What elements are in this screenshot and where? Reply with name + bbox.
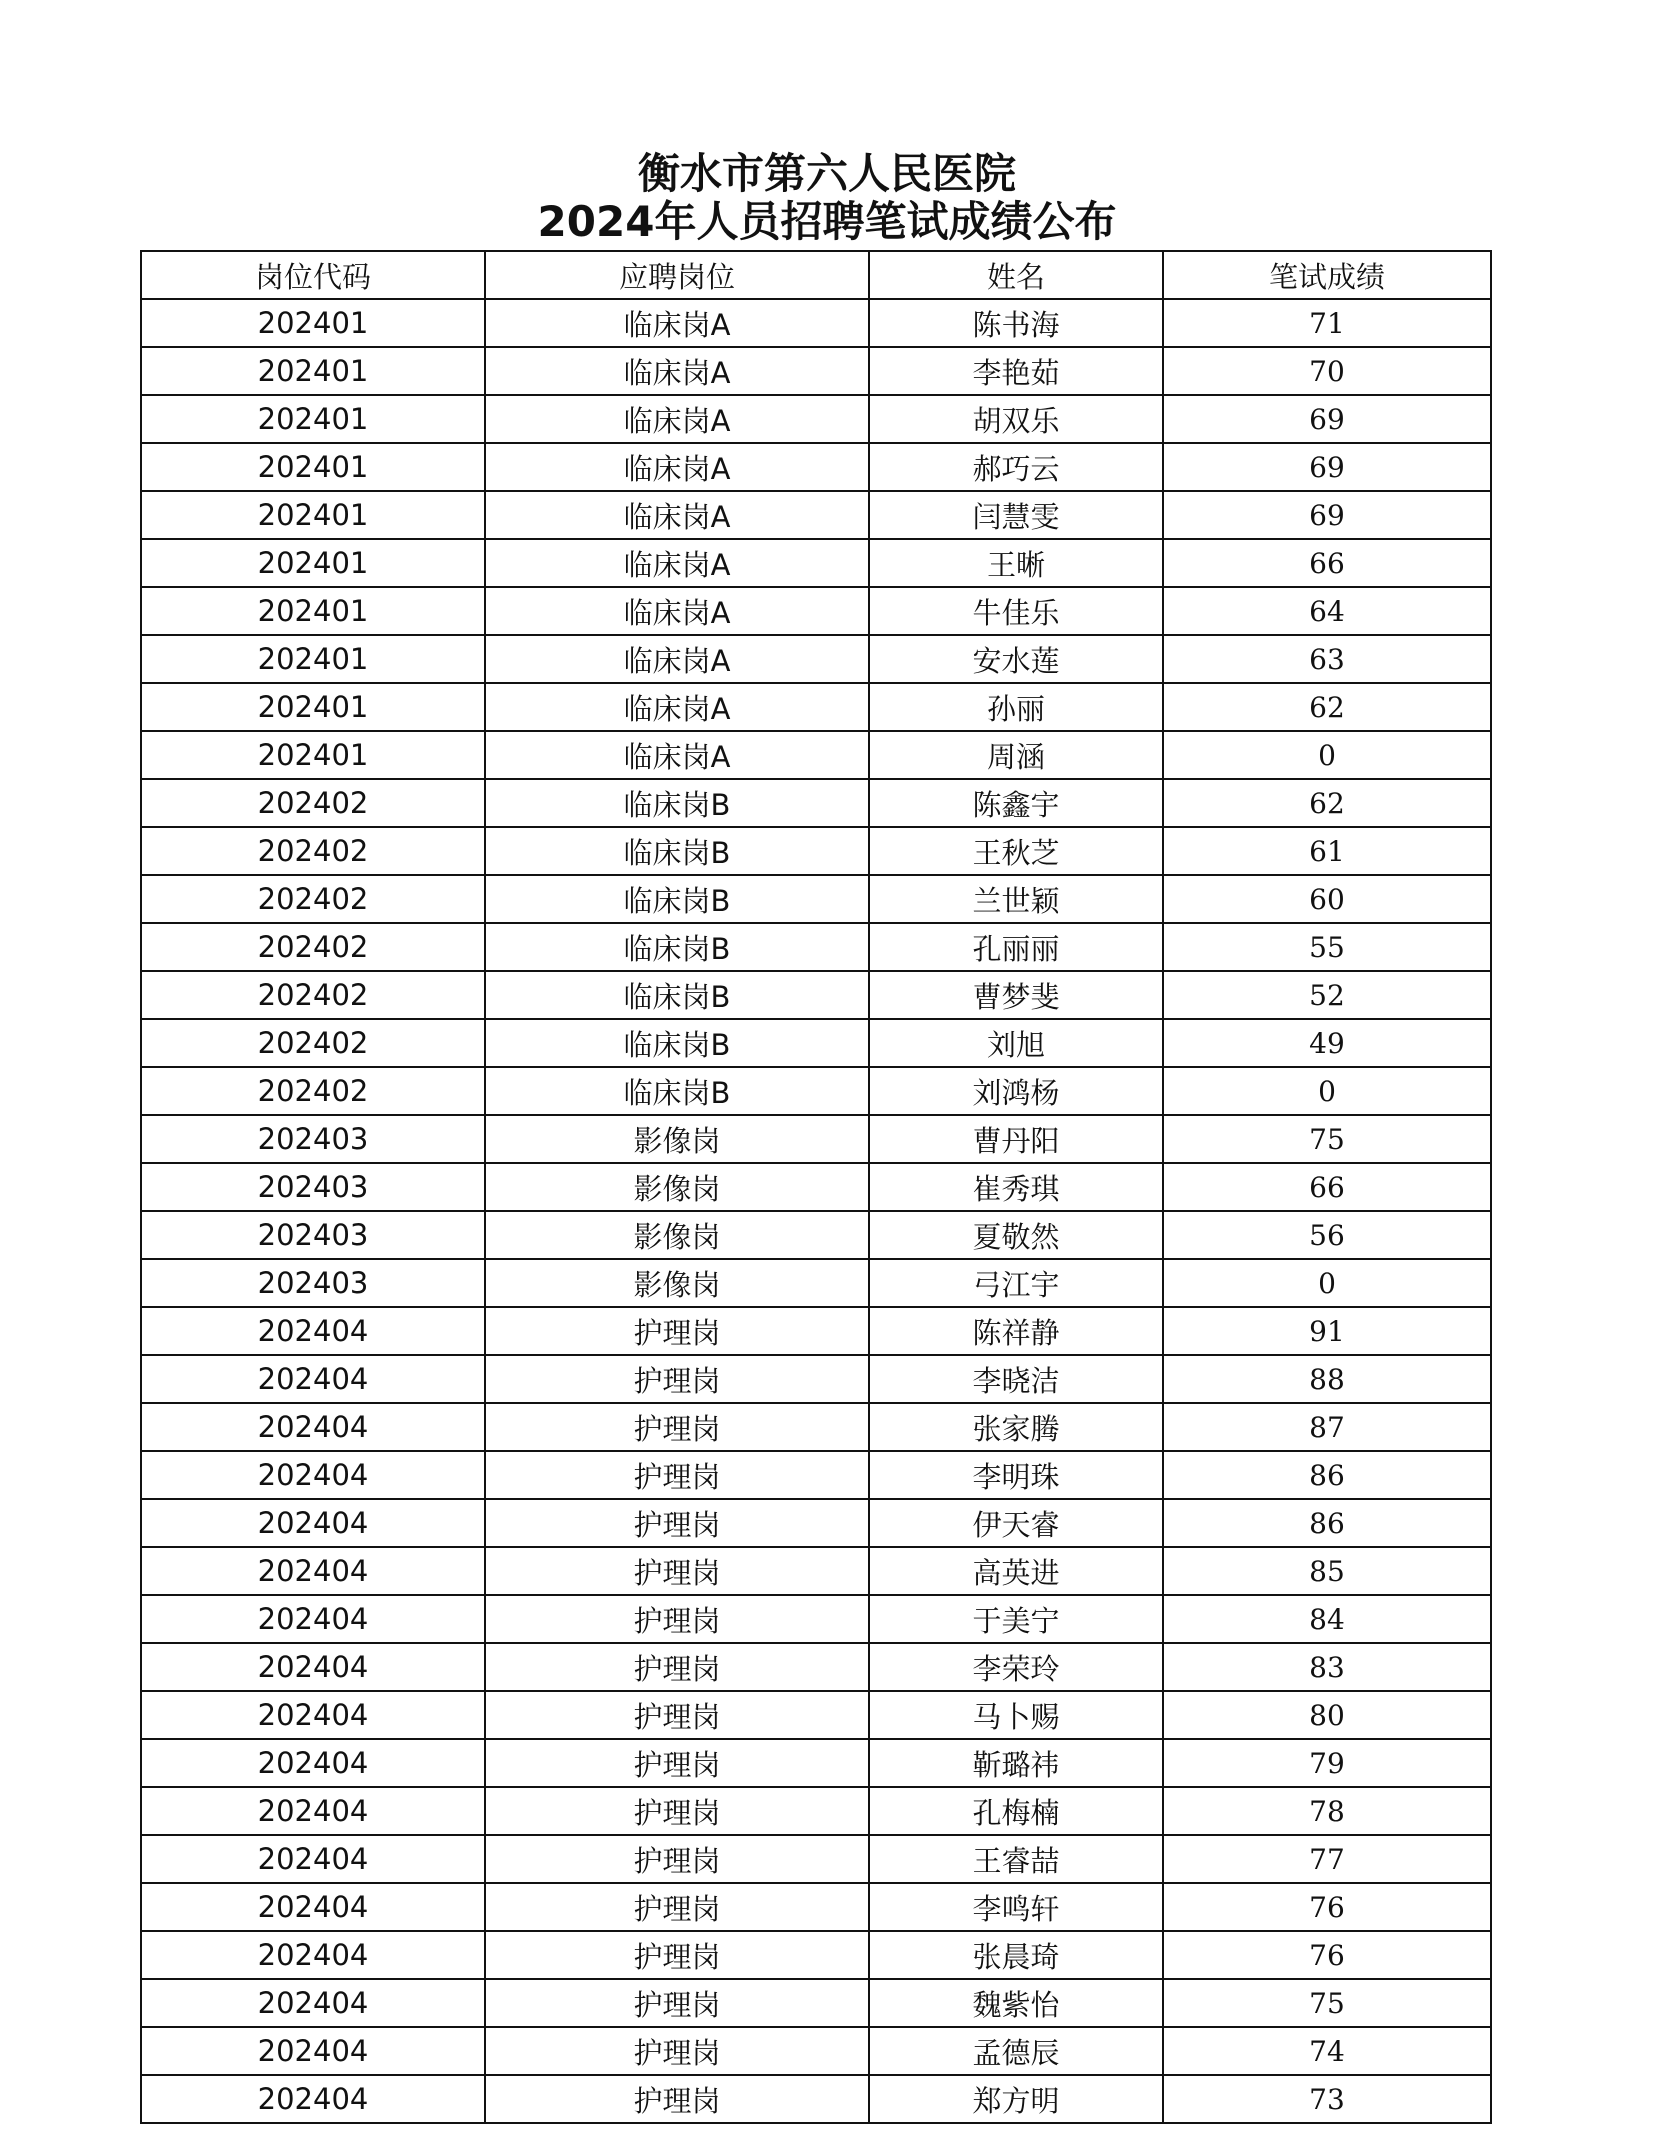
name-cell: 魏紫怡	[869, 1979, 1163, 2027]
score-cell: 74	[1163, 2027, 1491, 2075]
name-cell: 刘旭	[869, 1019, 1163, 1067]
score-cell: 49	[1163, 1019, 1491, 1067]
position-cell: 护理岗	[485, 1595, 869, 1643]
score-cell: 61	[1163, 827, 1491, 875]
position-code-cell: 202402	[141, 827, 485, 875]
position-code-cell: 202401	[141, 683, 485, 731]
score-cell: 91	[1163, 1307, 1491, 1355]
position-cell: 影像岗	[485, 1115, 869, 1163]
position-code-cell: 202404	[141, 1979, 485, 2027]
table-row	[141, 347, 1491, 395]
score-cell: 66	[1163, 1163, 1491, 1211]
table-row	[141, 1067, 1491, 1115]
table-row	[141, 971, 1491, 1019]
position-cell: 临床岗A	[485, 539, 869, 587]
score-cell: 76	[1163, 1931, 1491, 1979]
score-cell: 75	[1163, 1979, 1491, 2027]
name-cell: 兰世颖	[869, 875, 1163, 923]
name-cell: 曹梦斐	[869, 971, 1163, 1019]
position-code-cell: 202401	[141, 635, 485, 683]
name-cell: 陈鑫宇	[869, 779, 1163, 827]
name-cell: 李明珠	[869, 1451, 1163, 1499]
table-row	[141, 1883, 1491, 1931]
score-cell: 0	[1163, 1259, 1491, 1307]
name-cell: 弓江宇	[869, 1259, 1163, 1307]
position-code-cell: 202404	[141, 1835, 485, 1883]
name-cell: 李艳茹	[869, 347, 1163, 395]
table-row	[141, 635, 1491, 683]
position-code-cell: 202404	[141, 1499, 485, 1547]
score-cell: 88	[1163, 1355, 1491, 1403]
column-header-position-code: 岗位代码	[141, 251, 485, 299]
table-row	[141, 1307, 1491, 1355]
position-cell: 护理岗	[485, 1547, 869, 1595]
score-cell: 84	[1163, 1595, 1491, 1643]
name-cell: 牛佳乐	[869, 587, 1163, 635]
table-row	[141, 731, 1491, 779]
position-code-cell: 202401	[141, 539, 485, 587]
name-cell: 于美宁	[869, 1595, 1163, 1643]
name-cell: 陈书海	[869, 299, 1163, 347]
name-cell: 靳璐祎	[869, 1739, 1163, 1787]
position-cell: 护理岗	[485, 1787, 869, 1835]
position-cell: 临床岗A	[485, 683, 869, 731]
score-cell: 75	[1163, 1115, 1491, 1163]
name-cell: 伊天睿	[869, 1499, 1163, 1547]
score-cell: 0	[1163, 731, 1491, 779]
column-header-position: 应聘岗位	[485, 251, 869, 299]
table-row	[141, 443, 1491, 491]
position-code-cell: 202404	[141, 1883, 485, 1931]
name-cell: 郝巧云	[869, 443, 1163, 491]
name-cell: 安水莲	[869, 635, 1163, 683]
position-code-cell: 202401	[141, 347, 485, 395]
score-cell: 55	[1163, 923, 1491, 971]
position-cell: 影像岗	[485, 1259, 869, 1307]
table-row	[141, 1115, 1491, 1163]
table-row	[141, 1547, 1491, 1595]
table-row	[141, 923, 1491, 971]
position-cell: 临床岗A	[485, 443, 869, 491]
score-cell: 77	[1163, 1835, 1491, 1883]
score-cell: 69	[1163, 395, 1491, 443]
position-cell: 护理岗	[485, 1355, 869, 1403]
position-cell: 护理岗	[485, 1691, 869, 1739]
position-code-cell: 202402	[141, 779, 485, 827]
position-code-cell: 202402	[141, 875, 485, 923]
name-cell: 夏敬然	[869, 1211, 1163, 1259]
position-cell: 临床岗B	[485, 923, 869, 971]
table-row	[141, 1451, 1491, 1499]
position-code-cell: 202404	[141, 1643, 485, 1691]
document-title: 衡水市第六人民医院	[637, 149, 1016, 198]
table-row	[141, 779, 1491, 827]
position-code-cell: 202404	[141, 1355, 485, 1403]
table-row	[141, 1979, 1491, 2027]
results-table	[140, 250, 1492, 2124]
position-code-cell: 202404	[141, 1931, 485, 1979]
position-cell: 临床岗B	[485, 1067, 869, 1115]
table-row	[141, 1595, 1491, 1643]
name-cell: 王睿喆	[869, 1835, 1163, 1883]
position-code-cell: 202401	[141, 299, 485, 347]
table-row	[141, 1211, 1491, 1259]
table-row	[141, 827, 1491, 875]
table-row	[141, 491, 1491, 539]
table-row	[141, 299, 1491, 347]
position-cell: 临床岗B	[485, 827, 869, 875]
position-cell: 护理岗	[485, 1979, 869, 2027]
table-row	[141, 395, 1491, 443]
position-code-cell: 202402	[141, 971, 485, 1019]
table-row	[141, 1019, 1491, 1067]
score-cell: 62	[1163, 779, 1491, 827]
score-cell: 79	[1163, 1739, 1491, 1787]
score-cell: 70	[1163, 347, 1491, 395]
score-cell: 60	[1163, 875, 1491, 923]
name-cell: 曹丹阳	[869, 1115, 1163, 1163]
position-code-cell: 202401	[141, 491, 485, 539]
table-row	[141, 1403, 1491, 1451]
document-subtitle: 2024年人员招聘笔试成绩公布	[537, 197, 1117, 246]
table-row	[141, 875, 1491, 923]
column-header-name: 姓名	[869, 251, 1163, 299]
name-cell: 李荣玲	[869, 1643, 1163, 1691]
score-cell: 64	[1163, 587, 1491, 635]
position-cell: 临床岗A	[485, 635, 869, 683]
score-cell: 63	[1163, 635, 1491, 683]
position-code-cell: 202404	[141, 1787, 485, 1835]
name-cell: 陈祥静	[869, 1307, 1163, 1355]
score-cell: 66	[1163, 539, 1491, 587]
position-code-cell: 202403	[141, 1115, 485, 1163]
score-cell: 0	[1163, 1067, 1491, 1115]
position-code-cell: 202404	[141, 1739, 485, 1787]
position-code-cell: 202404	[141, 1691, 485, 1739]
name-cell: 李晓洁	[869, 1355, 1163, 1403]
table-row	[141, 539, 1491, 587]
score-cell: 86	[1163, 1499, 1491, 1547]
score-cell: 71	[1163, 299, 1491, 347]
table-row	[141, 1499, 1491, 1547]
position-cell: 临床岗A	[485, 491, 869, 539]
position-code-cell: 202402	[141, 923, 485, 971]
position-cell: 护理岗	[485, 1403, 869, 1451]
position-cell: 临床岗A	[485, 587, 869, 635]
position-cell: 影像岗	[485, 1211, 869, 1259]
table-row	[141, 1643, 1491, 1691]
name-cell: 闫慧雯	[869, 491, 1163, 539]
name-cell: 李鸣轩	[869, 1883, 1163, 1931]
name-cell: 张晨琦	[869, 1931, 1163, 1979]
name-cell: 孔梅楠	[869, 1787, 1163, 1835]
header-row	[141, 251, 1491, 299]
position-cell: 护理岗	[485, 2027, 869, 2075]
table-row	[141, 1931, 1491, 1979]
position-code-cell: 202404	[141, 1307, 485, 1355]
position-cell: 临床岗A	[485, 347, 869, 395]
position-cell: 护理岗	[485, 2075, 869, 2123]
position-cell: 临床岗B	[485, 779, 869, 827]
score-cell: 80	[1163, 1691, 1491, 1739]
position-code-cell: 202404	[141, 2075, 485, 2123]
name-cell: 张家腾	[869, 1403, 1163, 1451]
name-cell: 王晰	[869, 539, 1163, 587]
table-row	[141, 2075, 1491, 2123]
score-cell: 73	[1163, 2075, 1491, 2123]
name-cell: 王秋芝	[869, 827, 1163, 875]
position-cell: 临床岗B	[485, 875, 869, 923]
table-row	[141, 1259, 1491, 1307]
position-cell: 护理岗	[485, 1931, 869, 1979]
score-cell: 62	[1163, 683, 1491, 731]
name-cell: 孙丽	[869, 683, 1163, 731]
table-row	[141, 1835, 1491, 1883]
position-code-cell: 202404	[141, 1547, 485, 1595]
position-cell: 护理岗	[485, 1307, 869, 1355]
position-code-cell: 202402	[141, 1067, 485, 1115]
score-cell: 69	[1163, 491, 1491, 539]
score-cell: 87	[1163, 1403, 1491, 1451]
position-cell: 护理岗	[485, 1883, 869, 1931]
name-cell: 孟德辰	[869, 2027, 1163, 2075]
position-cell: 临床岗A	[485, 731, 869, 779]
table-row	[141, 1691, 1491, 1739]
position-cell: 护理岗	[485, 1739, 869, 1787]
name-cell: 郑方明	[869, 2075, 1163, 2123]
position-code-cell: 202404	[141, 2027, 485, 2075]
name-cell: 孔丽丽	[869, 923, 1163, 971]
position-code-cell: 202404	[141, 1451, 485, 1499]
position-code-cell: 202403	[141, 1259, 485, 1307]
position-cell: 护理岗	[485, 1451, 869, 1499]
score-cell: 52	[1163, 971, 1491, 1019]
position-cell: 临床岗A	[485, 395, 869, 443]
position-code-cell: 202401	[141, 443, 485, 491]
position-cell: 护理岗	[485, 1643, 869, 1691]
score-cell: 56	[1163, 1211, 1491, 1259]
position-cell: 护理岗	[485, 1835, 869, 1883]
score-cell: 86	[1163, 1451, 1491, 1499]
table-row	[141, 587, 1491, 635]
score-cell: 76	[1163, 1883, 1491, 1931]
position-code-cell: 202401	[141, 731, 485, 779]
table-row	[141, 1787, 1491, 1835]
score-cell: 69	[1163, 443, 1491, 491]
table-row	[141, 683, 1491, 731]
position-cell: 临床岗B	[485, 971, 869, 1019]
score-cell: 85	[1163, 1547, 1491, 1595]
column-header-score: 笔试成绩	[1163, 251, 1491, 299]
name-cell: 胡双乐	[869, 395, 1163, 443]
name-cell: 高英进	[869, 1547, 1163, 1595]
score-cell: 83	[1163, 1643, 1491, 1691]
position-code-cell: 202404	[141, 1595, 485, 1643]
position-code-cell: 202403	[141, 1163, 485, 1211]
score-cell: 78	[1163, 1787, 1491, 1835]
table-row	[141, 1163, 1491, 1211]
position-code-cell: 202402	[141, 1019, 485, 1067]
position-code-cell: 202403	[141, 1211, 485, 1259]
position-code-cell: 202404	[141, 1403, 485, 1451]
table-row	[141, 1355, 1491, 1403]
name-cell: 崔秀琪	[869, 1163, 1163, 1211]
name-cell: 周涵	[869, 731, 1163, 779]
position-cell: 影像岗	[485, 1163, 869, 1211]
position-cell: 护理岗	[485, 1499, 869, 1547]
table-body	[141, 299, 1491, 2123]
position-cell: 临床岗B	[485, 1019, 869, 1067]
name-cell: 马卜赐	[869, 1691, 1163, 1739]
name-cell: 刘鸿杨	[869, 1067, 1163, 1115]
position-code-cell: 202401	[141, 395, 485, 443]
position-cell: 临床岗A	[485, 299, 869, 347]
table-row	[141, 2027, 1491, 2075]
table-row	[141, 1739, 1491, 1787]
position-code-cell: 202401	[141, 587, 485, 635]
